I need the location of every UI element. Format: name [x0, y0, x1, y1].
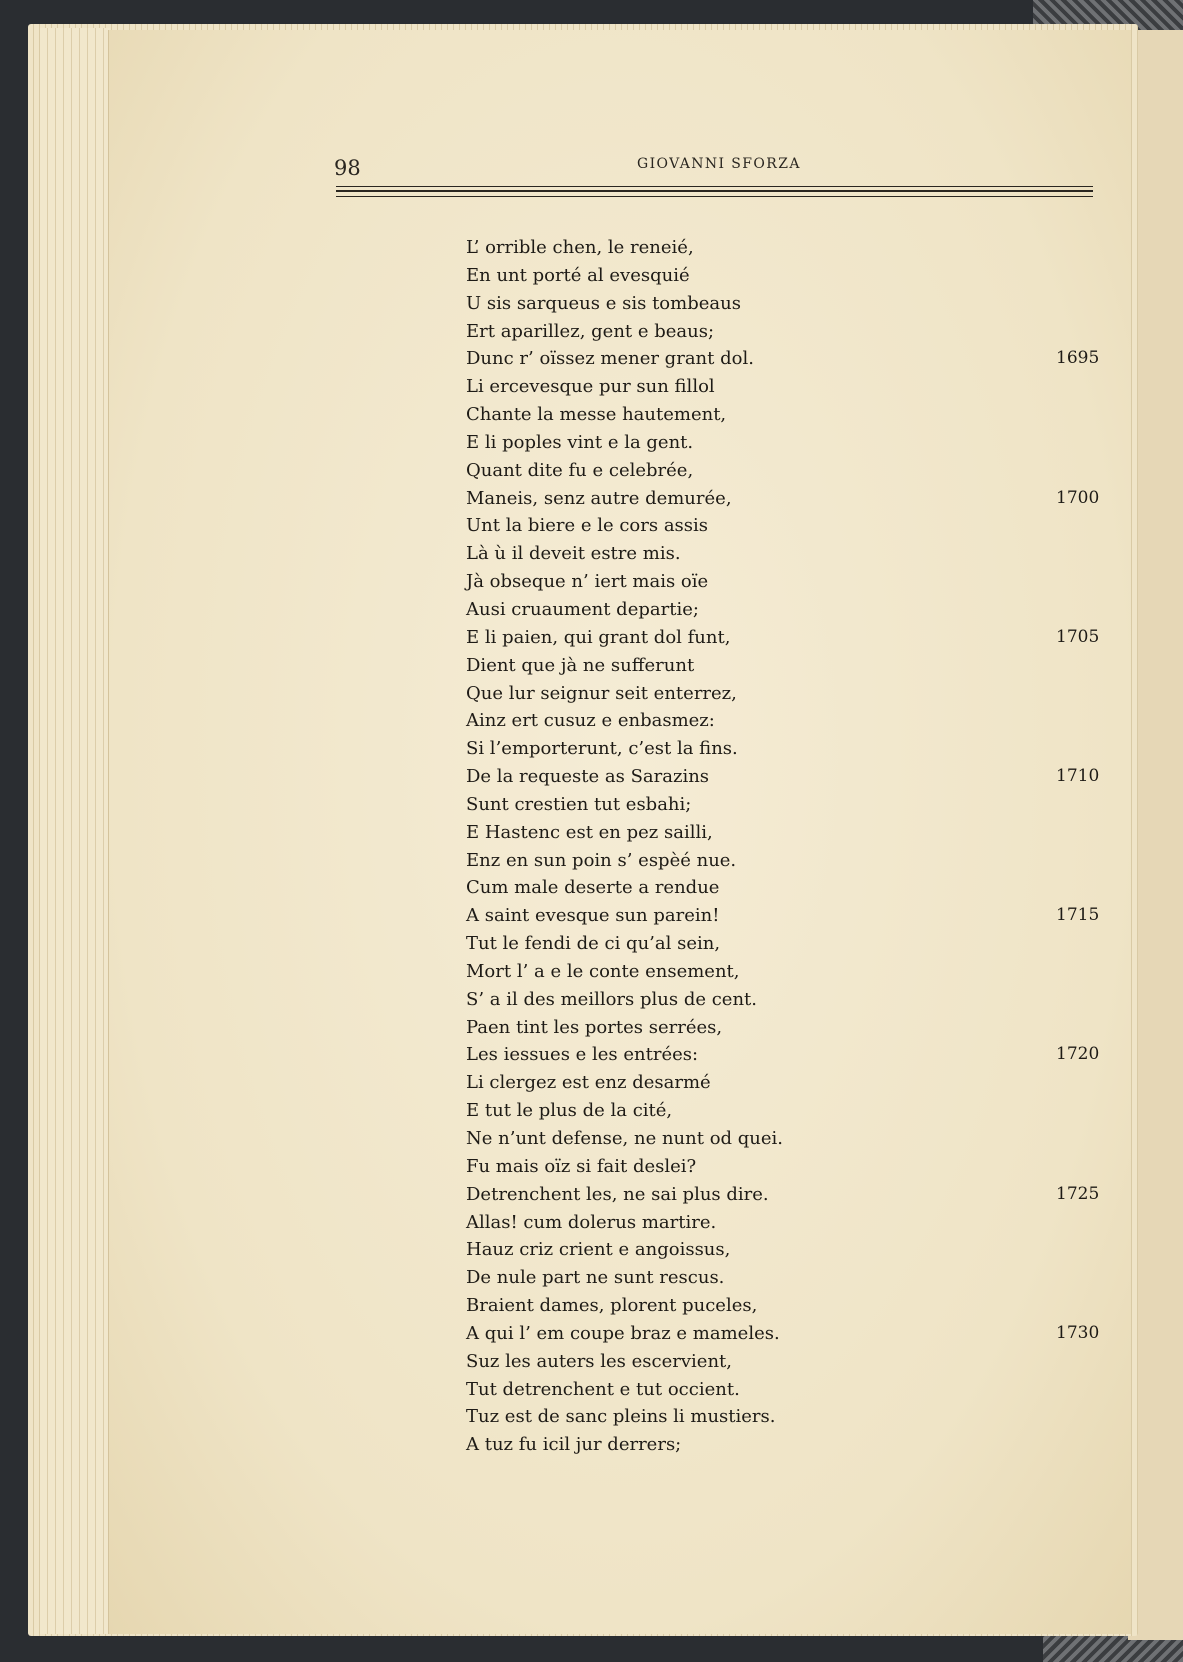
- verse-text: Tut detrenchent e tut occient.: [466, 1378, 740, 1400]
- verse-line: [466, 429, 1086, 457]
- verse-line: [466, 1320, 1100, 1348]
- verse-line: [466, 958, 1086, 986]
- verse-line-number: 1700: [1056, 487, 1100, 508]
- verse-line: [466, 1097, 1086, 1125]
- verse-text: E tut le plus de la cité,: [466, 1100, 673, 1122]
- header-rule: [336, 190, 1093, 192]
- verse-line: [466, 540, 1086, 568]
- verse-line: [466, 1236, 1086, 1264]
- verse-line: [466, 401, 1086, 429]
- verse-line-number: 1695: [1056, 348, 1100, 369]
- verse-line: [466, 624, 1100, 652]
- verse-text: Ausi cruaument departie;: [466, 598, 699, 620]
- verse-text: Detrenchent les, ne sai plus dire.: [466, 1183, 769, 1205]
- verse-text: Paen tint les portes serrées,: [466, 1016, 723, 1038]
- verse-list: [466, 234, 1100, 1459]
- verse-text: De nule part ne sunt rescus.: [466, 1267, 725, 1289]
- verse-text: Braient dames, plorent puceles,: [466, 1295, 758, 1317]
- page-stack-thickness: [40, 28, 110, 1634]
- verse-text: E li paien, qui grant dol funt,: [466, 626, 731, 648]
- verse-text: Sunt crestien tut esbahi;: [466, 793, 692, 815]
- verse-line: [466, 1153, 1086, 1181]
- verse-text: Ainz ert cusuz e enbasmez:: [466, 710, 715, 732]
- verse-text: Li ercevesque pur sun fillol: [466, 376, 715, 398]
- verse-text: Ne n’unt defense, ne nunt od quei.: [466, 1128, 784, 1149]
- verse-line: [466, 262, 1086, 290]
- verse-text: Dunc r’ oïssez mener grant dol.: [466, 348, 754, 370]
- verse-line: [466, 318, 1086, 346]
- verse-line: [466, 596, 1086, 624]
- verse-text: L’ orrible chen, le reneié,: [466, 237, 694, 258]
- verse-text: A qui l’ em coupe braz e mameles.: [466, 1322, 780, 1344]
- verse-line: [466, 791, 1086, 819]
- verse-line: [466, 568, 1086, 596]
- verse-text: Dient que jà ne sufferunt: [466, 654, 695, 676]
- verse-line-number: 1710: [1056, 766, 1100, 787]
- verse-line: [466, 1292, 1086, 1320]
- verse-line-number: 1705: [1056, 626, 1100, 647]
- verse-text: Tuz est de sanc pleins li mustiers.: [466, 1406, 776, 1428]
- verse-text: Enz en sun poin s’ espèé nue.: [466, 849, 737, 871]
- verse-text: Jà obseque n’ iert mais oïe: [466, 571, 709, 593]
- verse-line: [466, 457, 1086, 485]
- verse-text: Tut le fendi de ci qu’al sein,: [466, 933, 721, 955]
- verse-line: [466, 1014, 1086, 1042]
- page-number: 98: [334, 156, 361, 180]
- verse-line: [466, 763, 1100, 791]
- verse-line: [466, 707, 1086, 735]
- verse-text: Là ù il deveit estre mis.: [466, 543, 681, 565]
- verse-line-number: 1715: [1056, 905, 1100, 926]
- verse-line: [466, 1264, 1086, 1292]
- verse-text: U sis sarqueus e sis tombeaus: [466, 292, 741, 314]
- header-rule: [336, 186, 1093, 187]
- verse-text: Maneis, senz autre demurée,: [466, 487, 732, 509]
- verse-line: [466, 930, 1086, 958]
- verse-line-number: 1730: [1056, 1322, 1100, 1343]
- verse-text: Chante la messe hautement,: [466, 404, 727, 426]
- verse-line: [466, 735, 1086, 763]
- verse-text: E li poples vint e la gent.: [466, 431, 694, 453]
- verse-line: [466, 485, 1100, 513]
- verse-line: [466, 986, 1086, 1014]
- verse-line: [466, 1431, 1086, 1459]
- verse-line-number: 1725: [1056, 1183, 1100, 1204]
- verse-line: [466, 1348, 1086, 1376]
- verse-line: [466, 652, 1086, 680]
- verse-text: De la requeste as Sarazins: [466, 766, 710, 788]
- verse-text: Si l’emporterunt, c’est la fins.: [466, 738, 738, 760]
- verse-text: A saint evesque sun parein!: [466, 905, 720, 927]
- verse-text: Fu mais oïz si fait deslei?: [466, 1155, 697, 1177]
- verse-line: [466, 234, 1086, 262]
- verse-line: [466, 290, 1086, 318]
- verse-text: Les iessues e les entrées:: [466, 1044, 699, 1066]
- verse-text: Unt la biere e le cors assis: [466, 515, 709, 537]
- verse-line: [466, 902, 1100, 930]
- verse-line: [466, 874, 1086, 902]
- verse-text: Ert aparillez, gent e beaus;: [466, 320, 715, 342]
- verse-line: [466, 680, 1086, 708]
- verse-text: Li clergez est enz desarmé: [466, 1072, 711, 1094]
- verse-line: [466, 512, 1086, 540]
- verse-text: Suz les auters les escervient,: [466, 1350, 732, 1372]
- header-rule: [336, 196, 1093, 197]
- verse-line: [466, 847, 1086, 875]
- verse-text: S’ a il des meillors plus de cent.: [466, 988, 757, 1010]
- verse-text: En unt porté al evesquié: [466, 264, 690, 286]
- verse-line: [466, 1069, 1086, 1097]
- verse-text: Quant dite fu e celebrée,: [466, 459, 694, 481]
- verse-text: Allas! cum dolerus martire.: [466, 1211, 717, 1233]
- verse-text: A tuz fu icil jur derrers;: [466, 1434, 682, 1456]
- verse-line: [466, 1209, 1086, 1237]
- verse-text: Que lur seignur seit enterrez,: [466, 682, 737, 704]
- verse-line: [466, 345, 1100, 373]
- verse-line: [466, 1041, 1100, 1069]
- running-head: GIOVANNI SFORZA: [637, 156, 801, 172]
- verse-line: [466, 373, 1086, 401]
- verse-line-number: 1720: [1056, 1044, 1100, 1065]
- verse-text: Mort l’ a e le conte ensement,: [466, 960, 740, 982]
- verse-text: E Hastenc est en pez sailli,: [466, 821, 713, 843]
- verse-line: [466, 1376, 1086, 1404]
- verse-line: [466, 1181, 1100, 1209]
- verse-text: Hauz criz crient e angoissus,: [466, 1239, 731, 1261]
- verse-text: Cum male deserte a rendue: [466, 877, 720, 899]
- verse-line: [466, 819, 1086, 847]
- verse-line: [466, 1403, 1086, 1431]
- verse-line: [466, 1125, 1086, 1153]
